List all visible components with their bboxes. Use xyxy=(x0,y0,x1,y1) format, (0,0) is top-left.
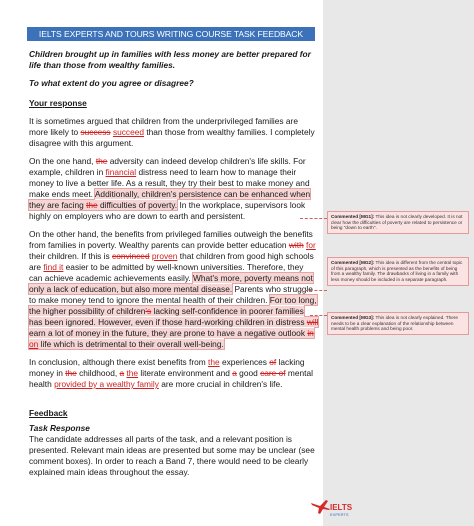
comment-label: Commented [MG1]: xyxy=(331,214,375,219)
inserted-text: provided by a wealthy family xyxy=(54,379,159,389)
text-run: lacking money in xyxy=(29,357,305,378)
deleted-text: the xyxy=(86,200,98,210)
text-run: distress need to learn how to manage their money to live a better life. As a result, they try their best to make money and make ends meet. xyxy=(29,167,310,199)
deleted-text: 's xyxy=(145,306,152,316)
feedback-heading: Feedback xyxy=(29,408,68,418)
text-run: literate environment and xyxy=(138,368,233,378)
deleted-text: with xyxy=(288,240,304,250)
text-run: It is sometimes argued that children from the underprivileged families are more likely to xyxy=(29,116,298,137)
text-run: experiences xyxy=(219,357,270,367)
text-run: In the workplace, supervisors look highly on employers who are down to earth and persistent. xyxy=(29,200,306,221)
comment-box-mg3[interactable] xyxy=(327,312,469,335)
deleted-text: in xyxy=(307,328,314,338)
comment-connector-mg3 xyxy=(310,315,327,316)
text-run: Parents who struggle to make money tend to ignore the mental health of their children. xyxy=(29,284,313,305)
inserted-text: on xyxy=(29,339,39,349)
text-run: than those from wealthy families. I completely disagree with this argument. xyxy=(29,127,315,148)
document-body xyxy=(29,49,319,478)
inserted-text: succeed xyxy=(112,127,145,137)
comment-highlight-mg2[interactable]: What's more, poverty means not only a lack of education, but also more mental disease. xyxy=(29,273,313,294)
text-run: easier to be admitted by well-known universities. Therefore, they can achieve academic achievements easily. xyxy=(29,262,304,283)
inserted-text: the xyxy=(126,368,139,378)
logo-text: IELTS xyxy=(330,503,352,512)
inserted-text: for xyxy=(306,240,316,250)
task-response-subheading: Task Response xyxy=(29,423,90,433)
text-run: On the other hand, the benefits from privileged families outweigh the benefits from families in poverty. Wealthy parents can provide better education xyxy=(29,229,313,250)
inserted-text: financial xyxy=(105,167,137,177)
highlight-text: life which is detrimental to their overall well-being. xyxy=(38,339,224,349)
response-heading: Your response xyxy=(29,98,87,108)
paragraph-intro xyxy=(29,116,319,149)
text-run: their children. If this is xyxy=(29,251,113,261)
inserted-text: proven xyxy=(151,251,178,261)
deleted-text: will xyxy=(306,317,319,327)
essay-prompt: Children brought up in families with less money are better prepared for life than those from wealthy families. xyxy=(29,49,311,70)
text-run: mental health xyxy=(29,368,313,389)
highlight-text: lacking self-confidence in poorer families has been ignored. However, even if those hard-working children in distress xyxy=(29,306,307,327)
comment-text: This idea is not clearly explained. There needs to be a clear explanation of the relationship between mental health problems and being poor. xyxy=(331,315,458,332)
deleted-text: success xyxy=(80,127,111,137)
feedback-text: The candidate addresses all parts of the task, and a relevant position is presented. Relevant main ideas are presented but some may be unclear (see comment boxes). In order to reach a Band 7, there would need to be clearly explained main ideas throughout the essay. xyxy=(29,434,315,477)
inserted-text: find it xyxy=(43,262,64,272)
paragraph-body-2 xyxy=(29,229,319,350)
essay-question: To what extent do you agree or disagree? xyxy=(29,78,194,88)
highlight-text: Additionally, children's persistence can be enhanced when they are facing xyxy=(29,189,311,210)
deleted-text: convinced xyxy=(112,251,150,261)
inserted-text: the xyxy=(208,357,220,367)
text-run: that children from good high schools are xyxy=(29,251,314,272)
text-run: In conclusion, although there exist benefits from xyxy=(29,357,209,367)
text-run: On the one hand, xyxy=(29,156,96,166)
text-run: childhood, xyxy=(76,368,120,378)
comment-text: This idea is different from the central topic of this paragraph, which is presented as the benefits of being from a wealthy family. The drawbacks of living in a family with less money should be included in a separate paragraph. xyxy=(331,260,463,283)
logo-subtext: EXPERTS xyxy=(330,512,349,517)
highlight-text: difficulties of poverty. xyxy=(97,200,178,210)
deleted-text: of xyxy=(269,357,277,367)
airplane-icon xyxy=(311,500,330,514)
highlight-text: For too long, the higher possibility of children xyxy=(29,295,317,316)
deleted-text: the xyxy=(65,368,77,378)
highlight-text: earn a lot of money in the future, they are prone to have a negative outlook xyxy=(29,328,308,338)
deleted-text: a xyxy=(119,368,125,378)
text-run: adversity can indeed develop children's life skills. For example, children in xyxy=(29,156,306,177)
text-run: are more crucial in children's life. xyxy=(158,379,283,389)
comment-text: This idea is not clearly developed. It is not clear how the difficulties of poverty are related to persistence or being "down to earth". xyxy=(331,214,463,231)
ielts-experts-logo xyxy=(308,497,352,519)
comment-box-mg2[interactable] xyxy=(327,257,469,286)
paragraph-body-1 xyxy=(29,156,319,222)
deleted-text: care of xyxy=(260,368,286,378)
text-run: good xyxy=(236,368,261,378)
paragraph-conclusion xyxy=(29,357,319,390)
comment-connector-mg1 xyxy=(300,218,327,219)
course-header-banner: IELTS EXPERTS AND TOURS WRITING COURSE TASK FEEDBACK xyxy=(27,27,315,41)
comment-box-mg1[interactable] xyxy=(327,211,469,234)
deleted-text: the xyxy=(95,156,108,166)
comment-label: Commented [MG2]: xyxy=(331,260,375,265)
comment-label: Commented [MG3]: xyxy=(331,315,375,320)
deleted-text: a xyxy=(232,368,237,378)
comment-connector-mg2 xyxy=(300,290,327,291)
